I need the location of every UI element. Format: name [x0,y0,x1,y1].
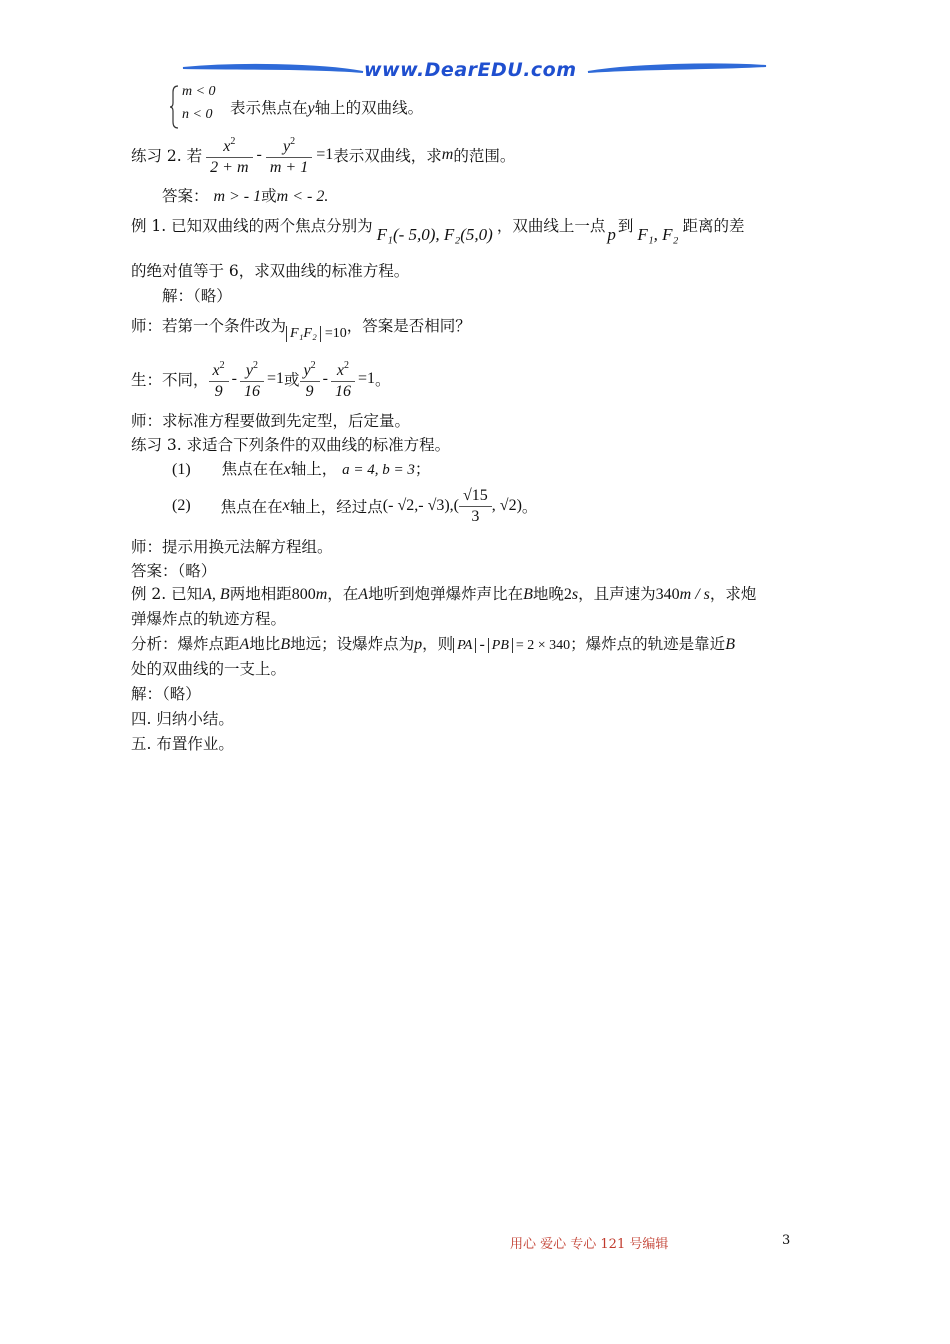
text: ；爆炸点的轨迹是靠近 [570,635,726,653]
expr: m < - 2. [276,188,329,205]
num: x [223,138,231,155]
text: 师：若第一个条件改为 [131,317,287,335]
student-answer: 生：不同， $\frac{x^2}{9}$ - $\frac{y^2}{16}$ =1 或 $\frac{y^2}{9}$ - $\frac{x^2}{16}$ =1 。 [131,356,390,402]
unit: m [315,586,328,603]
answer-2 [162,184,328,206]
equals: =1 [316,146,334,163]
exercise-2 [131,130,515,180]
text: 到 [617,217,634,235]
text: ，答案是否相同？ [346,317,471,335]
exercise-3-item-1 [172,457,430,479]
section-4-heading: 四. 归纳小结。 [131,710,234,728]
item-no: (2) [172,497,191,514]
var: A [358,586,369,603]
text: 焦点在在 [220,498,283,516]
text: 生：不同， [131,371,209,389]
teacher-2: 师：求标准方程要做到先定型，后定量。 [131,412,411,430]
example-1-line2: 的绝对值等于 6，求双曲线的标准方程。 [131,262,410,280]
header-banner [178,55,770,85]
fraction: $\frac{x^2}{16}$ [331,356,355,402]
equals: =1 [357,370,375,387]
text: 的范围。 [453,147,516,165]
text: ，且声速为 [578,585,656,603]
num: √15 [459,486,492,507]
var: A [239,636,250,653]
text: 轴上，经过点 [289,498,383,516]
var-m: m [441,146,454,163]
var: A, B [202,586,230,603]
num: y [245,362,253,379]
fraction [206,132,252,178]
sup: 2 [290,136,296,147]
site-title[interactable]: www.DearEDU.com [364,59,577,81]
text: 表示双曲线，求 [333,147,442,165]
text: ，双曲线上一点 [496,217,606,235]
abs-expr: PA [453,638,476,653]
equals: =10 [324,326,347,341]
text: 或 [283,371,300,389]
den: m + 1 [269,159,309,176]
example-1 [131,208,744,242]
fraction: $\frac{y^2}{9}$ [300,356,320,402]
analysis-line2: 处的双曲线的一支上。 [131,660,287,678]
var: p [414,636,423,653]
equals: =1 [266,370,284,387]
fraction: $\frac{y^2}{16}$ [240,356,264,402]
exercise-3-item-2 [172,482,537,530]
num: 800 [291,586,316,603]
brace-system [170,84,230,130]
text: 。 [521,498,538,516]
item-no: (1) [172,461,191,478]
var-p: p [607,225,616,244]
var-x: x [283,461,291,478]
expr: , √2) [491,497,522,514]
foci-expr: F₁, F₂ [637,225,679,244]
unit: s [571,586,579,603]
text: 地听到炮弹爆炸声比在 [368,585,524,603]
example-2-line2: 弹爆炸点的轨迹方程。 [131,610,287,628]
den: 16 [334,383,351,400]
sup: 2 [230,136,236,147]
footer-slogan: 用心 爱心 专心 121 号编辑 [510,1237,669,1252]
text: 。 [374,371,391,389]
text: 距离的差 [682,217,745,235]
den: 9 [305,383,314,400]
solution-2: 解：（略） [131,685,201,703]
text: ，在 [327,585,359,603]
fraction [459,486,492,527]
num: 2 [563,586,572,603]
var: B [725,636,735,653]
expr: a = 4, b = 3 [342,462,415,478]
var: B [523,586,533,603]
analysis [131,632,735,654]
text: 或 [261,187,277,205]
text: ，求炮 [709,585,757,603]
text: 分析：爆炸点距 [131,635,240,653]
solution-1: 解：（略） [162,287,232,305]
text: 轴上的双曲线。 [314,99,424,117]
var-x: x [282,497,290,514]
unit: m / s [679,586,710,603]
text: 表示焦点在 [230,99,308,117]
text: 地晚 [532,585,564,603]
text: ； [414,460,431,478]
text: 地远；设爆炸点为 [290,635,415,653]
abs-expr: PB [488,638,513,653]
exercise-label: 练习 2. 若 [131,147,203,165]
minus: - [256,146,262,163]
expr: (- √2,- √3),( [382,497,459,514]
cond-n: n < 0 [182,107,213,122]
num: x [212,362,220,379]
num: 340 [655,586,680,603]
left-brace [170,84,180,130]
var-y: y [307,100,315,117]
sys-desc [230,96,423,118]
abs-expr: F₁F₂ [286,326,321,342]
text: 两地相距 [229,585,292,603]
section-5-heading: 五. 布置作业。 [131,735,234,753]
example-2 [131,582,756,604]
exercise-3: 练习 3. 求适合下列条件的双曲线的标准方程。 [131,436,451,454]
den: 16 [243,383,260,400]
cond-m: m < 0 [182,84,216,99]
text: 焦点在在 [221,460,284,478]
example-label: 例 1. 已知双曲线的两个焦点分别为 [131,217,373,235]
text: ，则 [422,635,454,653]
expr: m > - 1 [213,188,262,205]
fraction [266,132,312,178]
foci-expr: F₁(- 5,0), F₂(5,0) [376,225,493,244]
expr: = 2 × 340 [515,638,571,653]
teacher-3: 师：提示用换元法解方程组。 [131,538,333,556]
answer-3: 答案：（略） [131,562,217,580]
minus: - [479,636,485,653]
fraction: $\frac{x^2}{9}$ [209,356,229,402]
den: 2 + m [210,159,249,176]
text: 轴上， [290,460,338,478]
den: 9 [214,383,223,400]
example-label: 例 2. 已知 [131,585,203,603]
page-number: 3 [782,1233,791,1248]
teacher-1 [131,308,471,342]
var: B [280,636,291,653]
answer-label: 答案： [162,187,209,205]
text: 地比 [249,635,281,653]
num: y [282,138,291,155]
den: 3 [471,507,480,525]
